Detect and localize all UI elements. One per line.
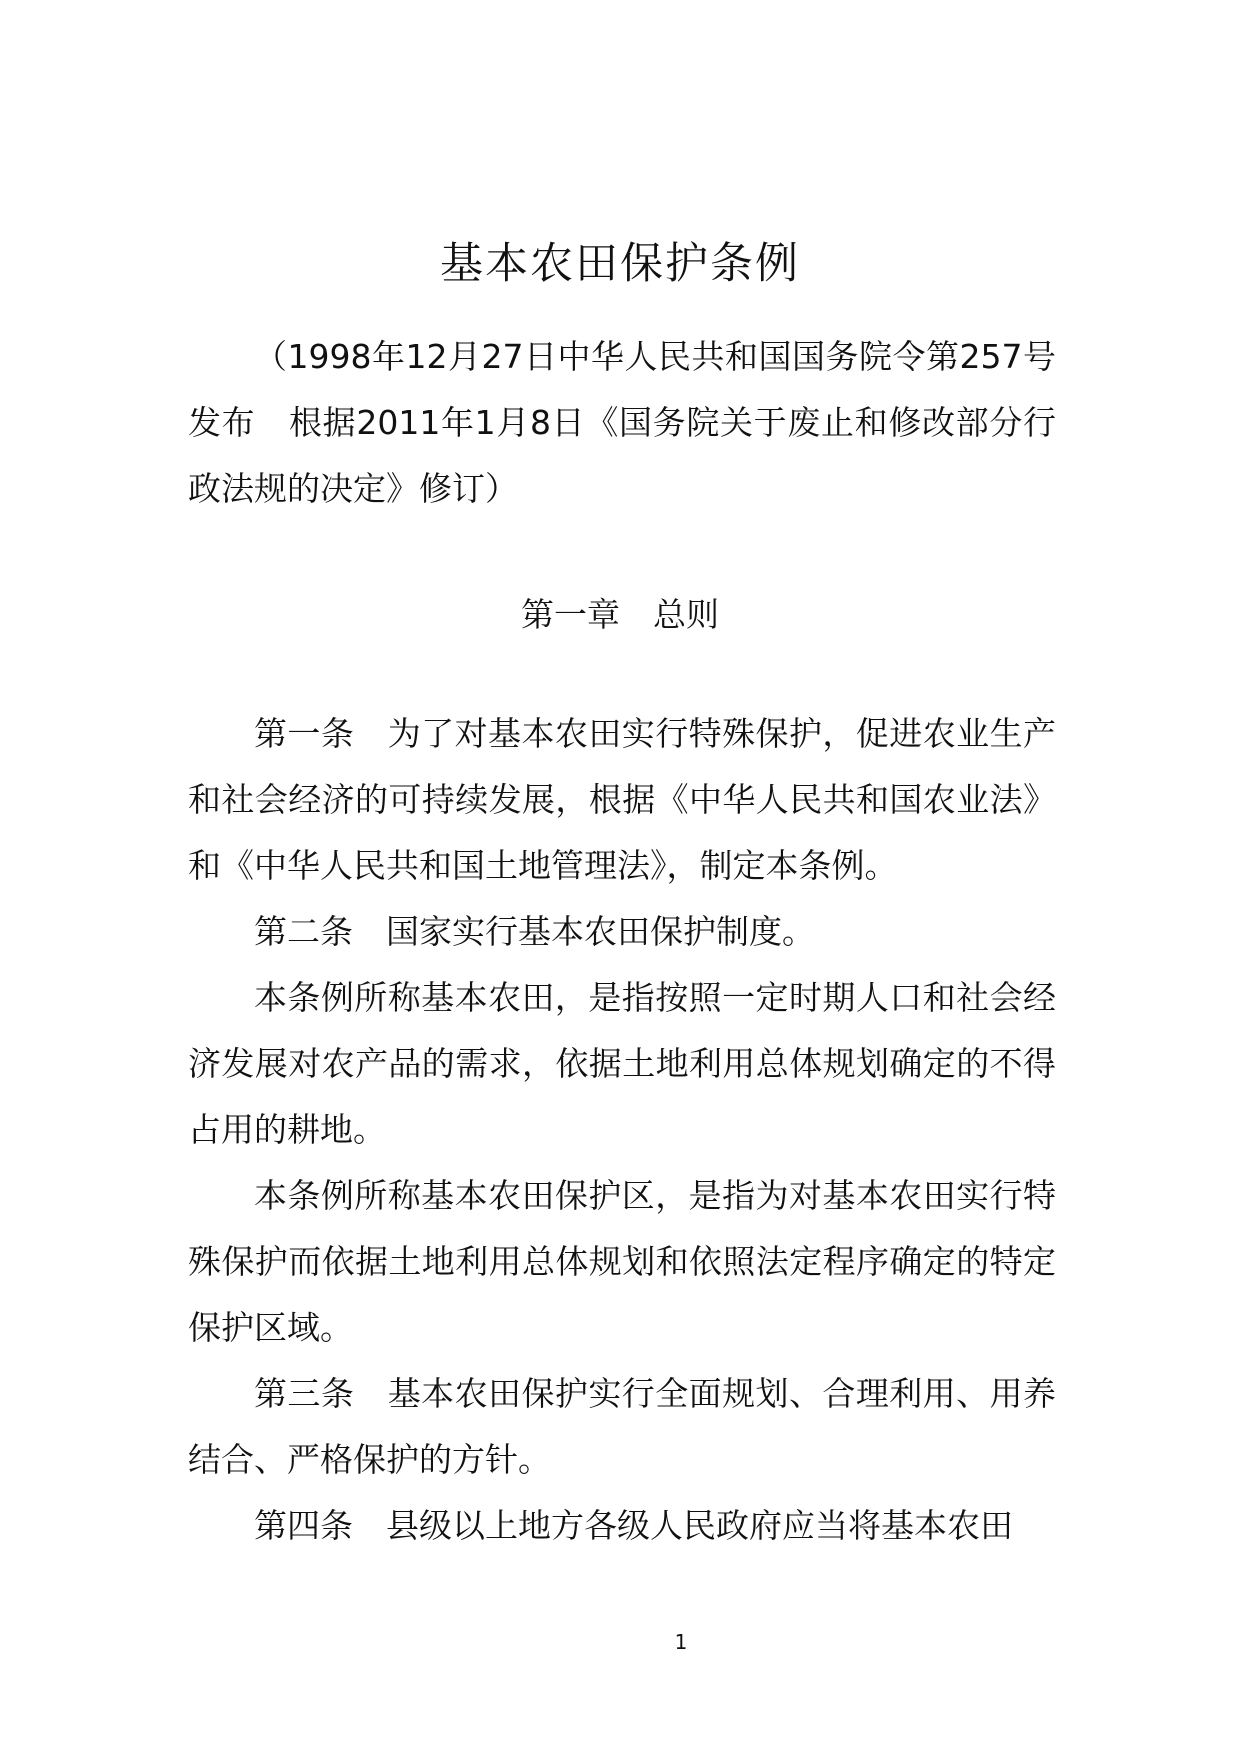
article-2-para-basic-farmland: 本条例所称基本农田，是指按照一定时期人口和社会经济发展对农产品的需求，依据土地利用总体规划确定的不得占用的耕地。 (188, 978, 1056, 1149)
page-number: 1 (674, 1630, 688, 1654)
article-2: 第二条 国家实行基本农田保护制度。 (254, 912, 815, 951)
document-title: 基本农田保护条例 (440, 239, 800, 289)
article-1: 第一条 为了对基本农田实行特殊保护，促进农业生产和社会经济的可持续发展，根据《中华人民共和国农业法》和《中华人民共和国土地管理法》，制定本条例。 (188, 714, 1056, 885)
article-2-para-protection-zone: 本条例所称基本农田保护区，是指为对基本农田实行特殊保护而依据土地利用总体规划和依照法定程序确定的特定保护区域。 (188, 1176, 1056, 1347)
article-3: 第三条 基本农田保护实行全面规划、合理利用、用养结合、严格保护的方针。 (188, 1374, 1056, 1479)
preamble-note: （1998年12月27日中华人民共和国国务院令第257号发布 根据2011年1月8日《国务院关于废止和修改部分行政法规的决定》修订） (188, 337, 1056, 508)
chapter-heading: 第一章 总则 (521, 595, 719, 634)
article-list (188, 701, 1056, 1559)
article-4: 第四条 县级以上地方各级人民政府应当将基本农田 (254, 1506, 1013, 1545)
